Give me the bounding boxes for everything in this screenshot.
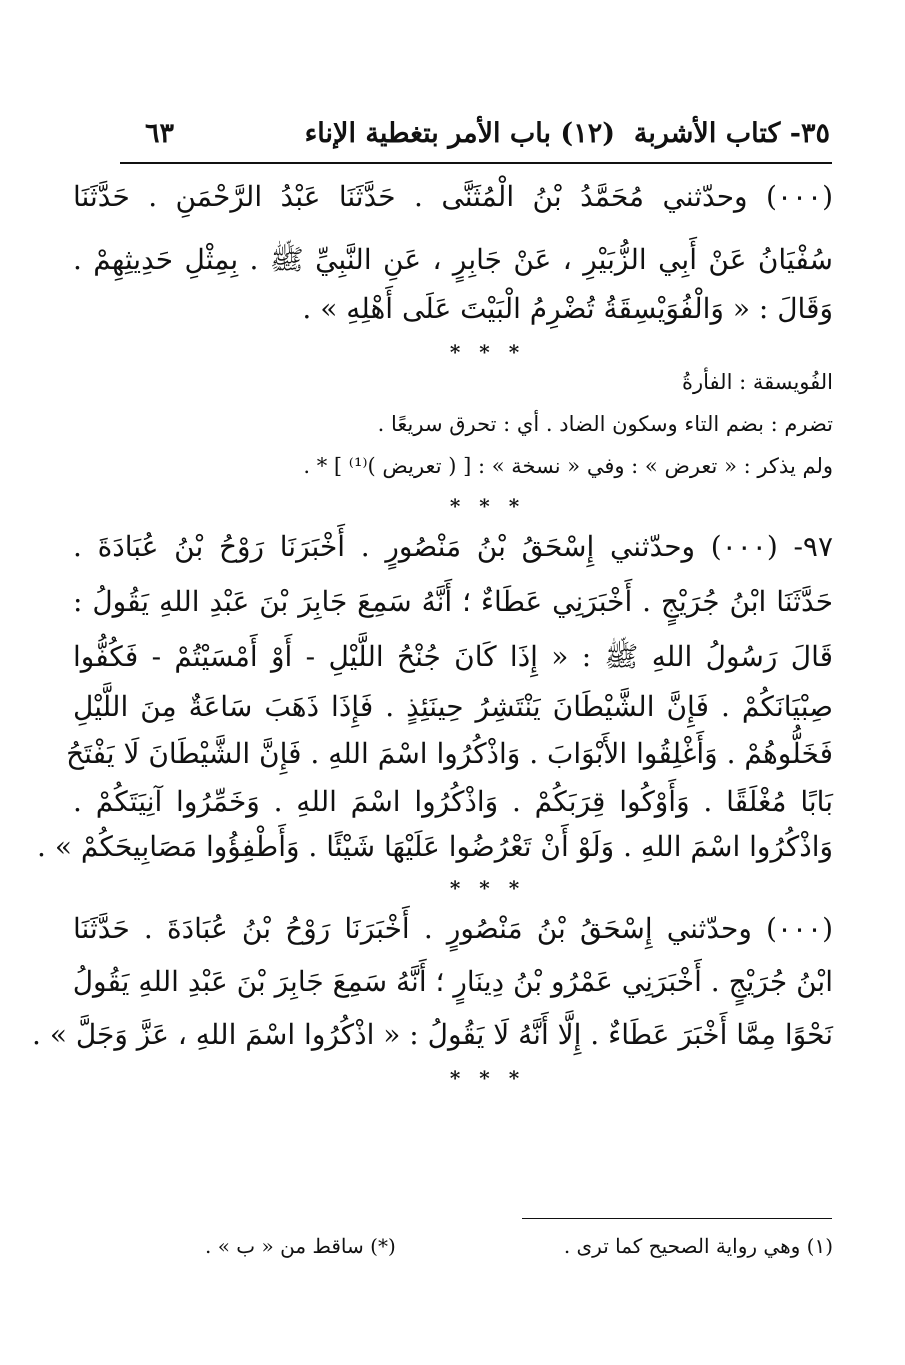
section-separator: * * * — [449, 1066, 526, 1090]
gloss-line: الفُويسقة : الفأرةُ — [682, 370, 833, 394]
footnote-1: (١) وهي رواية الصحيح كما ترى . — [563, 1234, 833, 1258]
gloss-line: تضرم : بضم التاء وسكون الضاد . أي : تحرق سريعًا . — [377, 412, 833, 436]
hadith-line: فَخَلُّوهُمْ . وَأَغْلِقُوا الأَبْوَابَ . وَاذْكُرُوا اسْمَ اللهِ . فَإِنَّ الشَّيْطَانَ لَا يَفْتَحُ — [66, 737, 833, 770]
chapter-title: (١٢) باب الأمر بتغطية الإناء — [304, 118, 615, 149]
section-separator: * * * — [449, 876, 526, 900]
footnote-star: (*) ساقط من « ب » . — [205, 1234, 396, 1258]
hadith-line: (٠٠٠) وحدّثني إِسْحَقُ بْنُ مَنْصُورٍ . أَخْبَرَنَا رَوْحُ بْنُ عُبَادَةَ . حَدَّثَنَا — [73, 912, 833, 945]
hadith-line: صِبْيَانَكُمْ . فَإِنَّ الشَّيْطَانَ يَنْتَشِرُ حِينَئِذٍ . فَإِذَا ذَهَبَ سَاعَةٌ مِنَ اللَّيْلِ — [73, 690, 833, 723]
gloss-line: ولم يذكر : « تعرض » : وفي « نسخة » : [ ( تعريض )⁽¹⁾ ] * . — [303, 454, 833, 478]
section-separator: * * * — [449, 340, 526, 364]
section-separator: * * * — [449, 494, 526, 518]
hadith-line: ٩٧- (٠٠٠) وحدّثني إِسْحَقُ بْنُ مَنْصُورٍ . أَخْبَرَنَا رَوْحُ بْنُ عُبَادَةَ . — [73, 530, 833, 563]
hadith-line: ابْنُ جُرَيْجٍ . أَخْبَرَنِي عَمْرُو بْنُ دِينَارٍ ؛ أَنَّهُ سَمِعَ جَابِرَ بْنَ عَبْدِ اللهِ يَقُولُ — [72, 965, 833, 998]
hadith-line: نَحْوًا مِمَّا أَخْبَرَ عَطَاءٌ . إِلَّا أَنَّهُ لَا يَقُولُ : « اذْكُرُوا اسْمَ اللهِ ، عَزَّ وَجَلَّ » . — [32, 1018, 833, 1051]
hadith-line: بَابًا مُغْلَقًا . وَأَوْكُوا قِرَبَكُمْ . وَاذْكُرُوا اسْمَ اللهِ . وَخَمِّرُوا آنِيَتَكُمْ . — [73, 785, 833, 818]
page-number: ٦٣ — [145, 118, 175, 149]
hadith-line: حَدَّثَنَا ابْنُ جُرَيْجٍ . أَخْبَرَنِي عَطَاءٌ ؛ أَنَّهُ سَمِعَ جَابِرَ بْنَ عَبْدِ اللهِ يَقُولُ : — [73, 585, 833, 618]
hadith-line: (٠٠٠) وحدّثني مُحَمَّدُ بْنُ الْمُثَنَّى . حَدَّثَنَا عَبْدُ الرَّحْمَنِ . حَدَّثَنَا — [73, 180, 833, 213]
hadith-line: قَالَ رَسُولُ اللهِ ﷺ : « إِذَا كَانَ جُنْحُ اللَّيْلِ - أَوْ أَمْسَيْتُمْ - فَكُفُّوا — [73, 640, 833, 673]
book-title: ٣٥- كتاب الأشربة — [633, 118, 830, 149]
hadith-line: وَقَالَ : « وَالْفُوَيْسِقَةُ تُضْرِمُ الْبَيْتَ عَلَى أَهْلِهِ » . — [302, 292, 833, 325]
header-rule — [120, 162, 832, 164]
running-header — [120, 118, 830, 158]
footnote-rule — [522, 1218, 832, 1219]
hadith-line: سُفْيَانُ عَنْ أَبِي الزُّبَيْرِ ، عَنْ جَابِرٍ ، عَنِ النَّبِيِّ ﷺ . بِمِثْلِ حَدِيثِهِمْ . — [73, 243, 833, 276]
hadith-line: وَاذْكُرُوا اسْمَ اللهِ . وَلَوْ أَنْ تَعْرُضُوا عَلَيْهَا شَيْئًا . وَأَطْفِؤُوا مَصَابِيحَكُمْ » . — [37, 830, 833, 863]
